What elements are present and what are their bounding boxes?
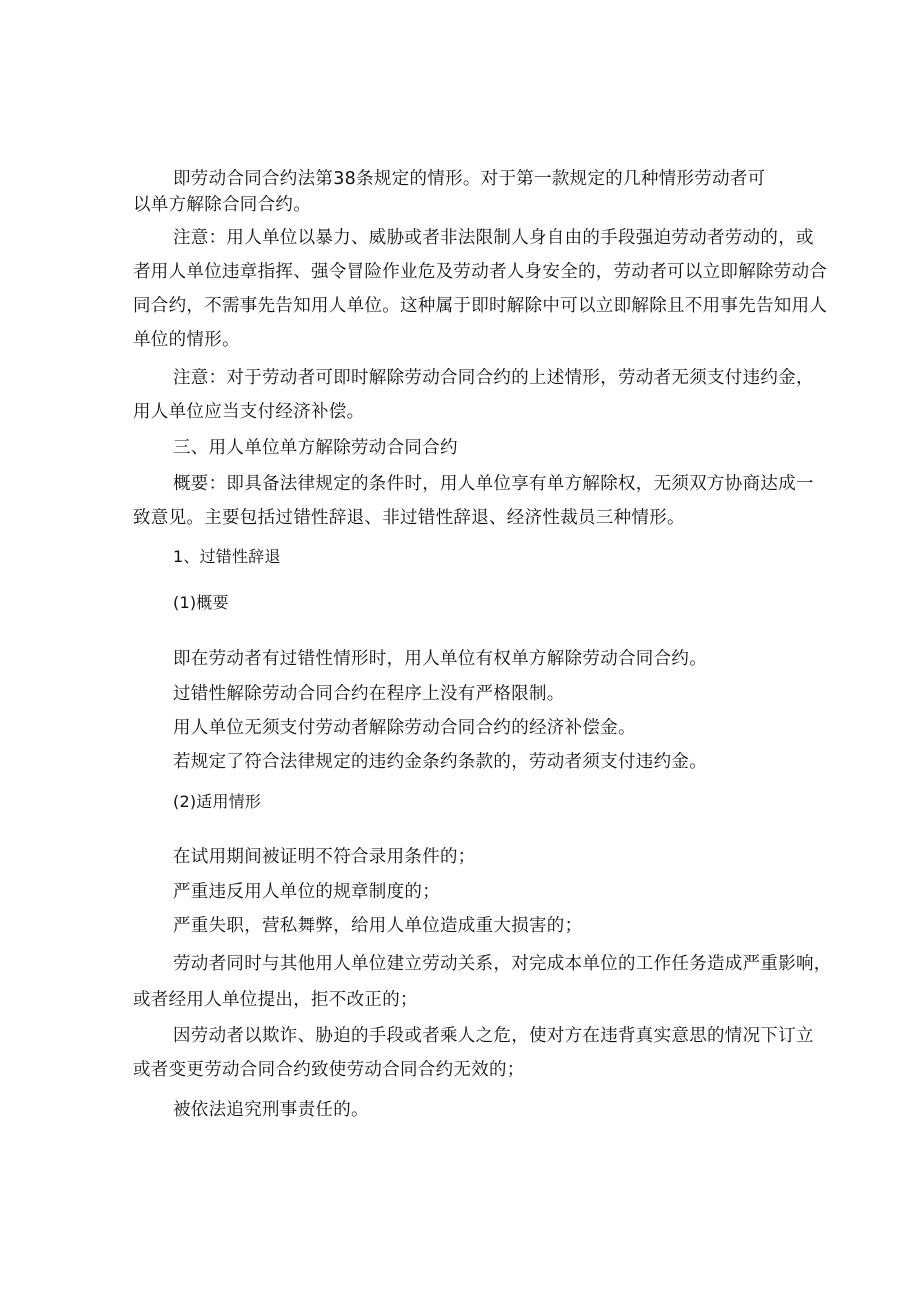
text-line: 过错性解除劳动合同合约在程序上没有严格限制。: [173, 684, 565, 704]
list-item: 因劳动者以欺诈、胁迫的手段或者乘人之危，使对方在违背真实意思的情况下订立: [173, 1026, 814, 1046]
list-item: 被依法追究刑事责任的。: [173, 1100, 369, 1120]
text-line: 用人单位应当支付经济补偿。: [133, 402, 365, 422]
section-heading: 三、用人单位单方解除劳动合同合约: [173, 438, 458, 458]
text-line: 概要：即具备法律规定的条件时，用人单位享有单方解除权，无须双方协商达成一: [173, 474, 814, 494]
list-item: 严重违反用人单位的规章制度的；: [173, 882, 440, 902]
text-line: 用人单位无须支付劳动者解除劳动合同合约的经济补偿金。: [173, 718, 636, 738]
text-line: 以单方解除合同合约。: [133, 195, 311, 215]
list-item: 劳动者同时与其他用人单位建立劳动关系，对完成本单位的工作任务造成严重影响，: [173, 954, 832, 974]
text-line: 致意见。主要包括过错性辞退、非过错性辞退、经济性裁员三种情形。: [133, 508, 685, 528]
text-line: 若规定了符合法律规定的违约金条约条款的，劳动者须支付违约金。: [173, 752, 707, 772]
subsection-heading: 1、过错性辞退: [173, 547, 281, 566]
subsection-heading: (2)适用情形: [173, 792, 262, 811]
list-item-continuation: 或者变更劳动合同合约致使劳动合同合约无效的；: [133, 1060, 525, 1080]
text-line: 者用人单位违章指挥、强令冒险作业危及劳动者人身安全的，劳动者可以立即解除劳动合: [133, 262, 828, 282]
list-item-continuation: 或者经用人单位提出，拒不改正的；: [133, 990, 418, 1010]
subsection-heading: (1)概要: [173, 593, 229, 612]
text-line: 注意：对于劳动者可即时解除劳动合同合约的上述情形，劳动者无须支付违约金，: [173, 368, 814, 388]
list-item: 在试用期间被证明不符合录用条件的；: [173, 847, 476, 867]
list-item: 严重失职，营私舞弊，给用人单位造成重大损害的；: [173, 916, 583, 936]
text-line: 即劳动合同合约法第38条规定的情形。对于第一款规定的几种情形劳动者可: [173, 169, 766, 189]
text-line: 注意：用人单位以暴力、威胁或者非法限制人身自由的手段强迫劳动者劳动的，或: [173, 228, 814, 248]
text-line: 即在劳动者有过错性情形时，用人单位有权单方解除劳动合同合约。: [173, 649, 707, 669]
text-line: 单位的情形。: [133, 330, 240, 350]
text-line: 同合约，不需事先告知用人单位。这种属于即时解除中可以立即解除且不用事先告知用人: [133, 296, 828, 316]
